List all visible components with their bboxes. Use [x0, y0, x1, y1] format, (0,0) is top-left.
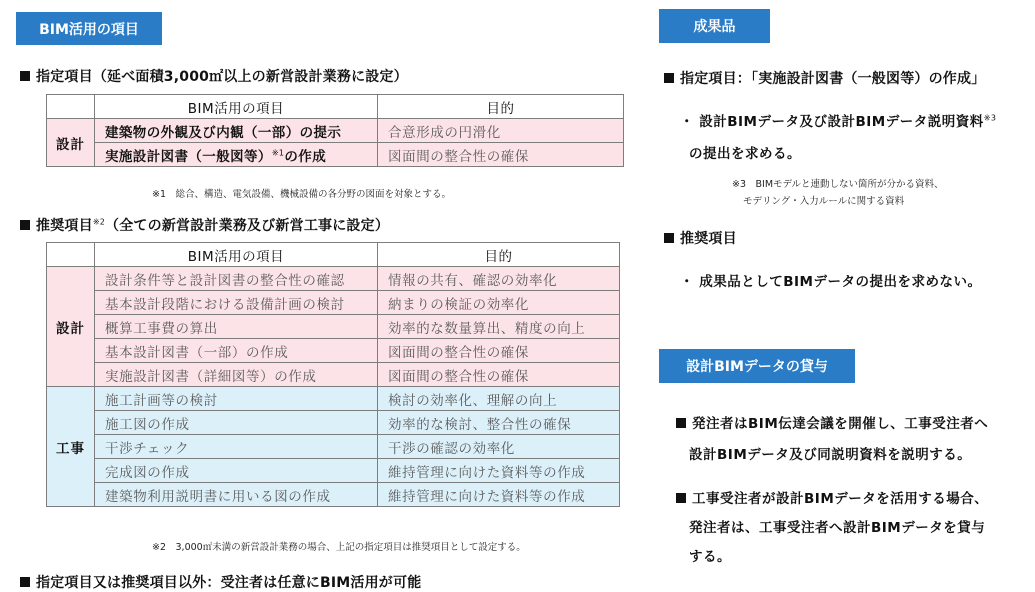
deliverables-recommended-heading [664, 228, 737, 248]
table-row [47, 483, 620, 507]
item-cell: 建築物の外観及び内観（一部）の提示 [95, 119, 378, 143]
square-bullet-icon [664, 233, 674, 243]
purpose-cell: 干渉の確認の効率化 [378, 435, 620, 459]
purpose-cell: 効率的な検討、整合性の確保 [378, 411, 620, 435]
item-cell: 基本設計図書（一部）の作成 [95, 339, 378, 363]
bim-items-badge [16, 12, 162, 45]
deliverables-designated-line1-text: ・ 設計BIMデータ及び設計BIMデータ説明資料 [680, 114, 984, 130]
loan-paragraph-1-line2: 設計BIMデータ及び同説明資料を説明する。 [689, 447, 972, 463]
category-cell-design: 設計 [47, 119, 95, 167]
recommended-heading-scope: （全ての新営設計業務及び新営工事に設定） [105, 218, 390, 234]
category-cell-construction: 工事 [47, 387, 95, 507]
table-header-blank [47, 95, 95, 119]
item-cell [95, 143, 378, 167]
bim-data-loan-badge-label: 設計BIMデータの貸与 [686, 359, 828, 375]
deliverables-designated-line2: の提出を求める。 [689, 146, 801, 162]
table-row [47, 315, 620, 339]
table-header-purpose: 目的 [378, 243, 620, 267]
item-cell: 完成図の作成 [95, 459, 378, 483]
loan-paragraph-1-line1 [676, 412, 988, 432]
purpose-cell: 維持管理に向けた資料等の作成 [378, 459, 620, 483]
deliverables-recommended-line: ・ 成果品としてBIMデータの提出を求めない。 [680, 274, 982, 290]
item-cell: 干渉チェック [95, 435, 378, 459]
footnote-2: ※2 3,000㎡未満の新営設計業務の場合、上記の指定項目は推奨項目として設定する。 [152, 542, 526, 553]
designated-table [46, 94, 624, 167]
purpose-cell: 図面間の整合性の確保 [378, 143, 624, 167]
square-bullet-icon [676, 418, 686, 428]
table-header-blank [47, 243, 95, 267]
item-cell: 施工計画等の検討 [95, 387, 378, 411]
table-row [47, 339, 620, 363]
bim-items-badge-label: BIM活用の項目 [39, 21, 139, 38]
table-row [47, 459, 620, 483]
designated-heading [20, 66, 408, 86]
square-bullet-icon [676, 493, 686, 503]
table-row [47, 291, 620, 315]
loan-paragraph-2-line1-text: 工事受注者が設計BIMデータを活用する場合、 [692, 491, 989, 507]
footnote-3-line1: ※3 BIMモデルと連動しない箇所が分かる資料、 [732, 179, 944, 190]
other-items-heading [20, 572, 421, 592]
loan-paragraph-2-line3: する。 [689, 549, 731, 565]
purpose-cell: 図面間の整合性の確保 [378, 339, 620, 363]
item-cell: 建築物利用説明書に用いる図の作成 [95, 483, 378, 507]
square-bullet-icon [20, 577, 30, 587]
table-header-purpose: 目的 [378, 95, 624, 119]
table-row [47, 387, 620, 411]
purpose-cell: 検討の効率化、理解の向上 [378, 387, 620, 411]
table-row [47, 363, 620, 387]
footnote-ref: ※1 [271, 148, 285, 157]
deliverables-designated-line1 [680, 110, 997, 130]
item-cell: 設計条件等と設計図書の整合性の確認 [95, 267, 378, 291]
square-bullet-icon [20, 220, 30, 230]
designated-heading-text: 指定項目（延べ面積3,000㎡以上の新営設計業務に設定） [36, 69, 408, 85]
deliverables-recommended-heading-text: 推奨項目 [680, 231, 737, 247]
deliverables-designated-heading-text: 指定項目：「実施設計図書（一般図等）の作成」 [680, 71, 986, 87]
table-row [47, 435, 620, 459]
footnote-3-line2: モデリング・入力ルールに関する資料 [743, 196, 905, 207]
item-cell: 基本設計段階における設備計画の検討 [95, 291, 378, 315]
table-row [47, 411, 620, 435]
other-items-heading-text: 指定項目又は推奨項目以外：受注者は任意にBIM活用が可能 [36, 575, 422, 591]
loan-paragraph-2-line1 [676, 487, 988, 507]
purpose-cell: 効率的な数量算出、精度の向上 [378, 315, 620, 339]
table-header-row [47, 95, 624, 119]
table-row [47, 119, 624, 143]
footnote-ref: ※2 [92, 217, 106, 227]
purpose-cell: 図面間の整合性の確保 [378, 363, 620, 387]
footnote-1: ※1 総合、構造、電気設備、機械設備の各分野の図面を対象とする。 [152, 189, 452, 200]
footnote-ref: ※3 [983, 113, 997, 123]
recommended-table [46, 242, 620, 507]
table-row [47, 267, 620, 291]
item-text: 実施設計図書（一般図等） [105, 148, 272, 165]
table-header-item: BIM活用の項目 [95, 243, 378, 267]
item-cell: 概算工事費の算出 [95, 315, 378, 339]
recommended-heading [20, 215, 389, 235]
square-bullet-icon [664, 73, 674, 83]
loan-paragraph-2-line2: 発注者は、工事受注者へ設計BIMデータを貸与 [689, 520, 986, 536]
item-suffix: の作成 [284, 148, 327, 165]
table-header-row [47, 243, 620, 267]
deliverables-designated-heading [664, 68, 985, 88]
category-cell-design: 設計 [47, 267, 95, 387]
purpose-cell: 維持管理に向けた資料等の作成 [378, 483, 620, 507]
item-cell: 実施設計図書（詳細図等）の作成 [95, 363, 378, 387]
deliverables-badge-label: 成果品 [693, 19, 736, 35]
bim-data-loan-badge [659, 349, 855, 383]
purpose-cell: 合意形成の円滑化 [378, 119, 624, 143]
square-bullet-icon [20, 71, 30, 81]
deliverables-badge [659, 9, 770, 43]
item-cell: 施工図の作成 [95, 411, 378, 435]
table-row [47, 143, 624, 167]
table-header-item: BIM活用の項目 [95, 95, 378, 119]
recommended-heading-text: 推奨項目 [36, 218, 93, 234]
purpose-cell: 情報の共有、確認の効率化 [378, 267, 620, 291]
loan-paragraph-1-line1-text: 発注者はBIM伝達会議を開催し、工事受注者へ [692, 416, 989, 432]
purpose-cell: 納まりの検証の効率化 [378, 291, 620, 315]
